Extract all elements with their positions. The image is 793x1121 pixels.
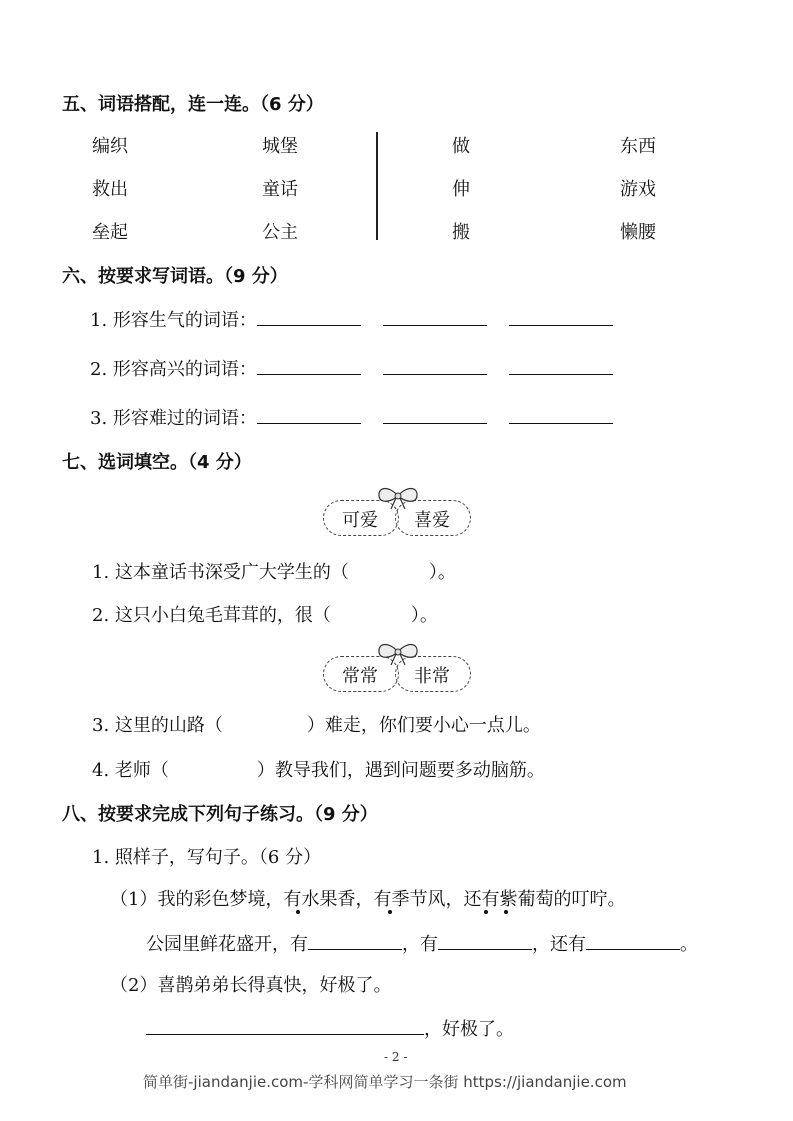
choice-word-1: 可爱 [342, 510, 378, 531]
s7-q2 [92, 601, 438, 627]
word-right-1: 做 [452, 136, 470, 157]
word-right-3: 搬 [452, 222, 470, 243]
s6-item-3 [90, 404, 613, 430]
s6-item-3-label: 3. 形容难过的词语： [90, 408, 257, 429]
word-mid-2: 童话 [262, 179, 298, 200]
word-far-right-2: 游戏 [620, 179, 656, 200]
emphasis-dot [484, 910, 488, 914]
section-5-title: 五、词语搭配，连一连。（6 分） [62, 94, 324, 115]
answer-blank[interactable] [383, 405, 487, 424]
s6-item-1 [90, 306, 613, 332]
s7-q4-text: 4. 老师（ [92, 760, 169, 781]
answer-blank[interactable] [383, 356, 487, 375]
s8-sub-1: 1. 照样子，写句子。（6 分） [92, 847, 322, 868]
s8-fill-2 [146, 1015, 514, 1041]
word-left-3: 垒起 [92, 222, 128, 243]
word-left-1: 编织 [92, 136, 128, 157]
word-mid-1: 城堡 [262, 136, 298, 157]
choice-word-2: 喜爱 [414, 510, 450, 531]
s7-q4-end: ）教导我们，遇到问题要多动脑筋。 [256, 760, 545, 781]
answer-blank[interactable] [308, 931, 402, 950]
s7-q1-text: 1. 这本童话书深受广大学生的（ [92, 562, 349, 583]
emphasis-dot [504, 910, 508, 914]
s8-fill-1-a: 公园里鲜花盛开，有 [146, 934, 308, 955]
section-7-title: 七、选词填空。（4 分） [62, 452, 252, 473]
s7-q2-end: ）。 [410, 605, 438, 626]
answer-blank[interactable] [146, 1016, 424, 1035]
choice-word-3: 常常 [342, 666, 378, 687]
answer-blank[interactable] [257, 405, 361, 424]
s8-fill-2-end: ，好极了。 [424, 1019, 514, 1040]
choice-word-4: 非常 [414, 666, 450, 687]
word-far-right-1: 东西 [620, 136, 656, 157]
emphasis-dot [296, 910, 300, 914]
s6-item-2 [90, 355, 613, 381]
word-left-2: 救出 [92, 179, 128, 200]
answer-blank[interactable] [257, 307, 361, 326]
s8-fill-1-c: ，还有 [532, 934, 586, 955]
word-choice-box-1 [323, 490, 473, 538]
answer-blank[interactable] [438, 931, 532, 950]
answer-blank[interactable] [257, 356, 361, 375]
s8-fill-1 [146, 930, 698, 956]
s7-q1-end: ）。 [428, 562, 456, 583]
s6-item-2-label: 2. 形容高兴的词语： [90, 359, 257, 380]
section-8-title: 八、按要求完成下列句子练习。（9 分） [62, 804, 378, 825]
footer-watermark: 简单街-jiandanjie.com-学科网简单学习一条街 https://jiandanjie.com [143, 1073, 627, 1091]
word-choice-box-2 [323, 646, 473, 694]
page-number: - 2 - [384, 1050, 408, 1064]
s8-fill-1-b: ，有 [402, 934, 438, 955]
s8-fill-1-d: 。 [680, 934, 698, 955]
column-divider [376, 132, 378, 240]
word-right-2: 伸 [452, 179, 470, 200]
s7-q1 [92, 558, 456, 584]
word-far-right-3: 懒腰 [620, 222, 656, 243]
s7-q2-text: 2. 这只小白兔毛茸茸的，很（ [92, 605, 331, 626]
emphasis-dot [388, 910, 392, 914]
s7-q3-text: 3. 这里的山路（ [92, 715, 223, 736]
s7-q3 [92, 711, 541, 737]
s8-example-2: （2）喜鹊弟弟长得真快，好极了。 [110, 975, 392, 996]
s6-item-1-label: 1. 形容生气的词语： [90, 310, 257, 331]
s7-q3-end: ）难走，你们要小心一点儿。 [306, 715, 541, 736]
section-6-title: 六、按要求写词语。（9 分） [62, 266, 288, 287]
word-mid-3: 公主 [262, 222, 298, 243]
answer-blank[interactable] [509, 307, 613, 326]
answer-blank[interactable] [586, 931, 680, 950]
answer-blank[interactable] [509, 356, 613, 375]
answer-blank[interactable] [509, 405, 613, 424]
s8-example-1: （1）我的彩色梦境，有水果香，有季节风，还有紫葡萄的叮咛。 [110, 889, 626, 910]
answer-blank[interactable] [383, 307, 487, 326]
s7-q4 [92, 756, 545, 782]
